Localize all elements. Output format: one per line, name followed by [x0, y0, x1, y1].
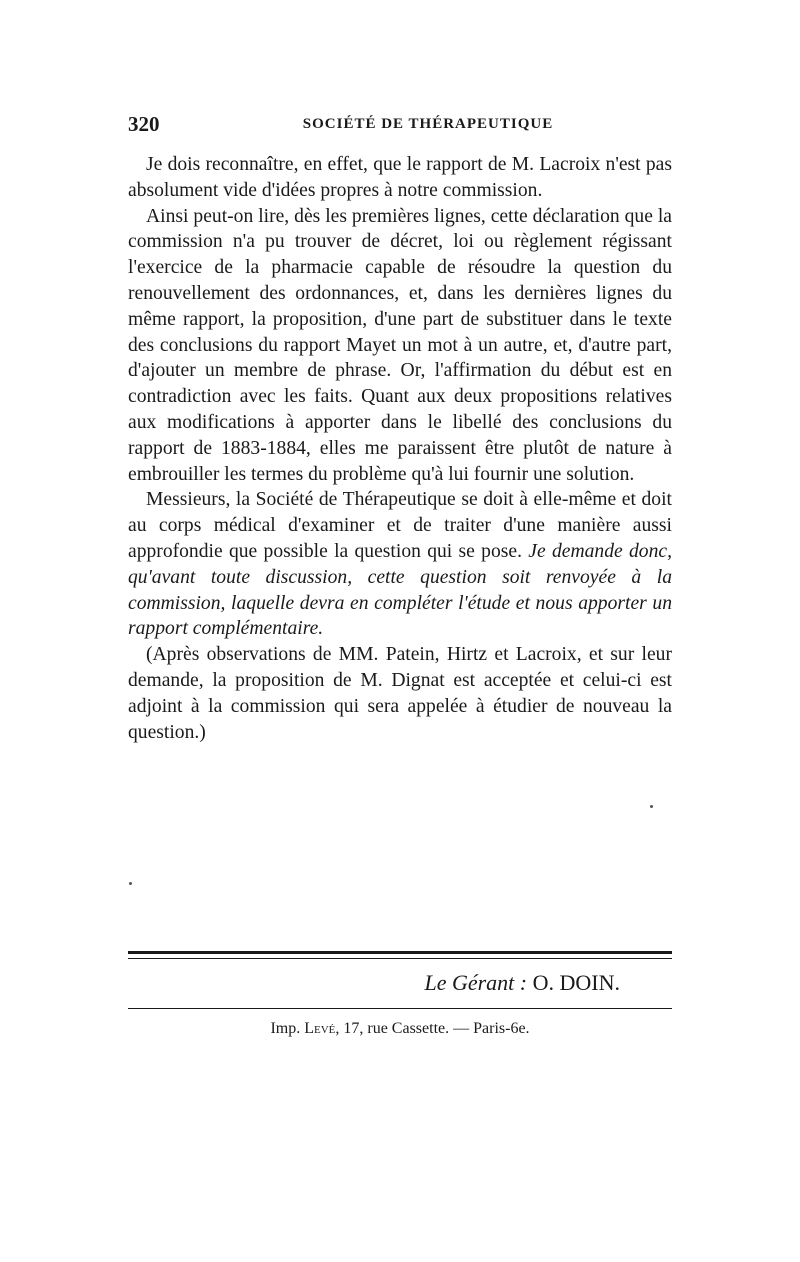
paragraph-3-normal: Messieurs, la Société de Thérapeutique se doit à elle-même et doit au corps médical d'examiner et de traiter d'une manière aussi approfondie que possible la question qui se pose.	[128, 489, 672, 562]
imprint-printer: Levé,	[304, 1020, 340, 1037]
page-header	[128, 112, 672, 142]
signature-name: O. DOIN.	[532, 970, 620, 995]
signature	[300, 970, 620, 996]
running-title: SOCIÉTÉ DE THÉRAPEUTIQUE	[302, 116, 554, 132]
speck	[650, 805, 653, 808]
imprint-address: 17, rue Cassette. — Paris-6e.	[343, 1020, 530, 1037]
divider-rule	[128, 951, 672, 954]
imprint-prefix: Imp.	[270, 1020, 301, 1037]
paragraph-2: Ainsi peut-on lire, dès les premières lignes, cette déclaration que la commission n'a pu trouver de décret, loi ou règlement régissant l'exercice de la pharmacie capable de résoudre la question du renouvellement des ordonnances, et, dans les dernières lignes du même rapport, la proposition, d'une part de substituer dans le texte des conclusions du rapport Mayet un mot à un autre, et, d'autre part, d'ajouter un membre de phrase. Or, l'affirmation du début est en contradiction avec les faits. Quant aux deux propositions relatives aux modifications à apporter dans le libellé des conclusions du rapport de 1883-1884, elles me paraissent être plutôt de nature à embrouiller les termes du problème qu'à lui fournir une solution.	[128, 205, 672, 485]
paragraph-3	[128, 487, 672, 642]
page-number: 320	[128, 112, 160, 136]
body-text	[128, 152, 672, 745]
divider-rule	[128, 1008, 672, 1009]
paragraph-1: Je dois reconnaître, en effet, que le rapport de M. Lacroix n'est pas absolument vide d'idées propres à notre commission.	[128, 154, 672, 201]
speck	[129, 882, 132, 885]
divider-rule	[128, 958, 672, 959]
paragraph-3-italic: Je demande donc, qu'avant toute discussion, cette question soit renvoyée à la commission, laquelle devra en compléter l'étude et nous apporter un rapport complémentaire.	[128, 540, 672, 640]
signature-label: Le Gérant :	[424, 970, 528, 995]
paragraph-4: (Après observations de MM. Patein, Hirtz et Lacroix, et sur leur demande, la proposition de M. Dignat est acceptée et celui-ci est adjoint à la commission qui sera appelée à étudier de nouveau la question.)	[128, 644, 672, 743]
imprint	[128, 1020, 672, 1038]
